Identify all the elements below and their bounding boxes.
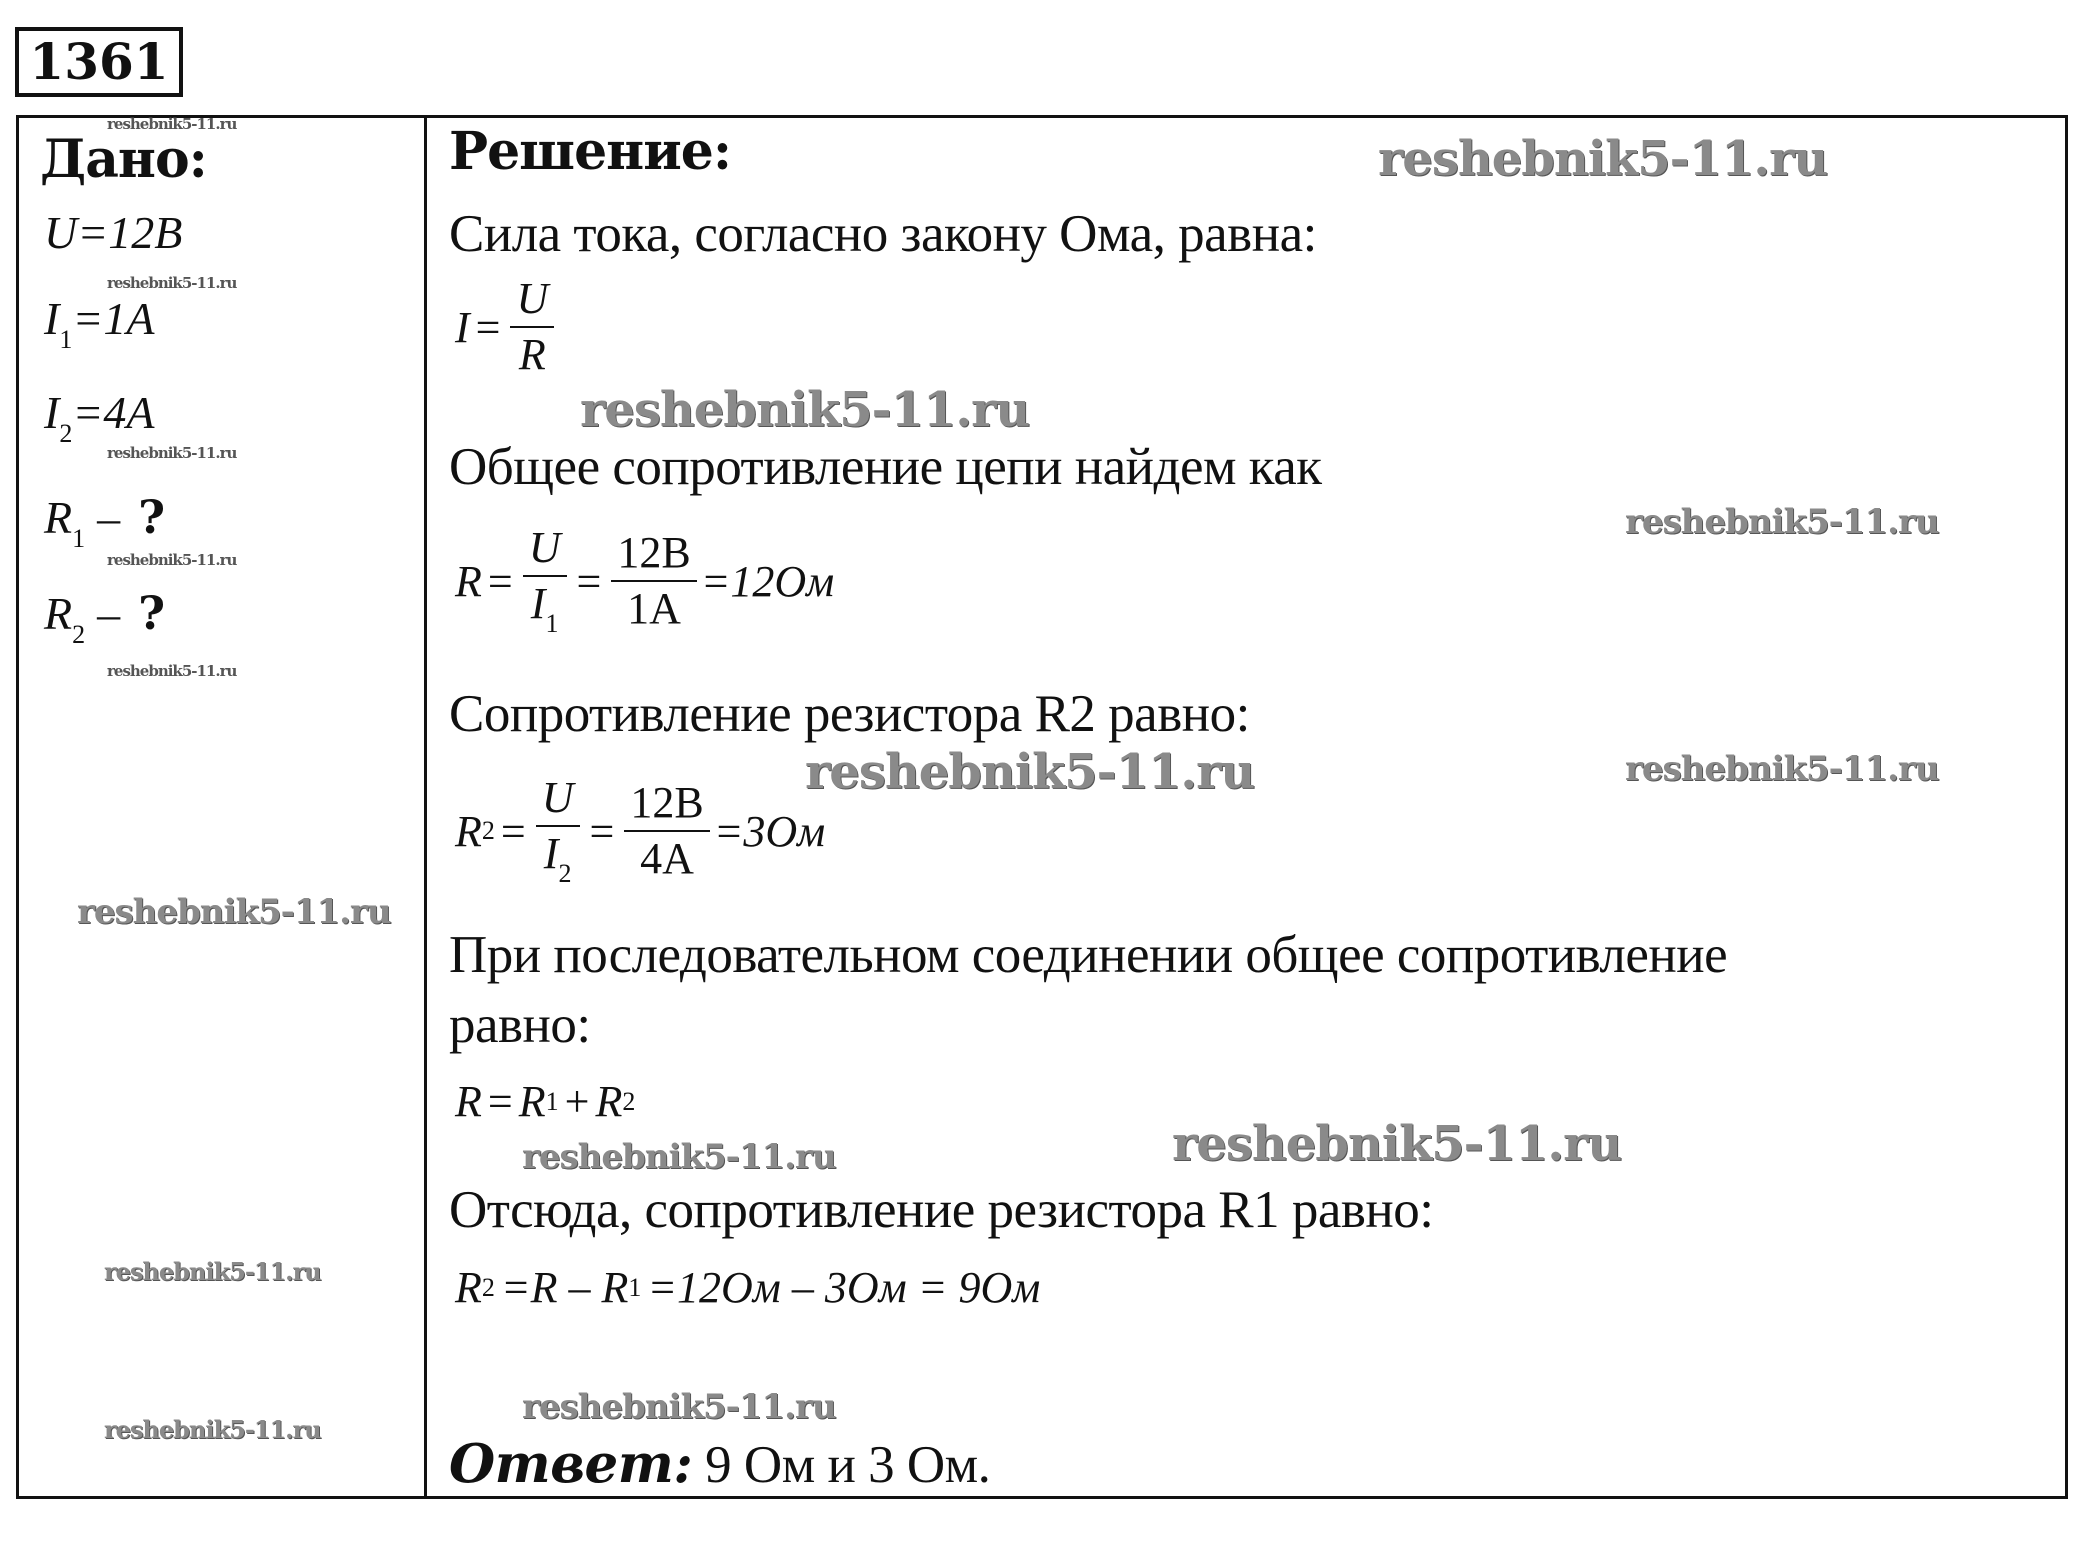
watermark: reshebnik5-11.ru <box>1172 1116 1622 1172</box>
formula-r2 <box>455 775 825 887</box>
given-title: Дано: <box>40 129 207 190</box>
given-item <box>44 208 182 259</box>
given-symbol: R <box>44 492 73 543</box>
formula-series <box>455 1076 635 1127</box>
watermark: reshebnik5-11.ru <box>580 382 1030 438</box>
formula-symbol: R <box>455 806 482 856</box>
watermark: reshebnik5-11.ru <box>77 892 391 932</box>
given-subscript: 1 <box>72 524 86 553</box>
watermark: reshebnik5-11.ru <box>104 1415 321 1444</box>
numerator: U <box>536 775 580 827</box>
given-item <box>44 294 154 355</box>
answer <box>449 1434 990 1496</box>
solution-title: Решение: <box>449 121 732 182</box>
numerator: 12B <box>611 530 696 582</box>
fraction <box>523 525 567 637</box>
given-item <box>44 492 165 554</box>
column-divider <box>424 115 427 1499</box>
formula-r1 <box>455 1262 1040 1313</box>
fraction <box>624 780 709 882</box>
formula-symbol: R <box>455 556 482 606</box>
denominator: 1A <box>627 584 681 634</box>
formula-total-resistance <box>455 525 834 637</box>
given-unknown: ? <box>138 490 166 544</box>
given-value: =12B <box>77 207 183 258</box>
fraction <box>611 530 696 632</box>
formula-symbol: R <box>518 1077 546 1126</box>
watermark: reshebnik5-11.ru <box>805 744 1255 800</box>
formula-ohm-law <box>455 276 558 378</box>
denominator: 4A <box>640 834 694 884</box>
fraction <box>536 775 580 887</box>
solution-text: Отсюда, сопротивление резистора R1 равно: <box>449 1181 1434 1239</box>
watermark: reshebnik5-11.ru <box>1625 502 1939 542</box>
given-symbol: I <box>44 293 60 344</box>
solution-text: Сила тока, согласно закону Ома, равна: <box>449 205 1317 263</box>
numerator: U <box>523 525 567 577</box>
formula-subscript: 1 <box>545 1086 559 1116</box>
problem-number: 1361 <box>15 27 183 97</box>
given-symbol: R <box>44 588 73 639</box>
denominator <box>544 827 572 887</box>
watermark: reshebnik5-11.ru <box>107 115 237 133</box>
given-subscript: 1 <box>59 325 73 354</box>
given-subscript: 2 <box>59 419 73 448</box>
watermark: reshebnik5-11.ru <box>1625 749 1939 789</box>
watermark: reshebnik5-11.ru <box>107 444 237 462</box>
formula-subscript: 2 <box>481 1272 495 1302</box>
numerator: 12B <box>624 780 709 832</box>
formula-subscript: 2 <box>622 1086 636 1116</box>
answer-label: Ответ: <box>449 1433 693 1495</box>
formula-expression: =R – R <box>500 1263 629 1312</box>
given-item <box>44 588 165 650</box>
formula-operator: = <box>487 1077 513 1126</box>
given-unknown: ? <box>138 586 166 640</box>
watermark: reshebnik5-11.ru <box>104 1257 321 1286</box>
given-dash: – <box>97 492 121 543</box>
formula-result: =3Ом <box>713 806 826 856</box>
formula-operator: = <box>500 806 526 856</box>
given-subscript: 2 <box>72 620 86 649</box>
watermark: reshebnik5-11.ru <box>107 274 237 292</box>
formula-subscript: 1 <box>628 1272 642 1302</box>
given-dash: – <box>97 588 121 639</box>
answer-value: 9 Ом и 3 Ом. <box>692 1436 991 1494</box>
given-symbol: I <box>44 387 60 438</box>
denominator-symbol: I <box>543 829 559 879</box>
denominator-subscript: 2 <box>558 859 572 889</box>
formula-operator: = <box>576 556 602 606</box>
formula-operator: + <box>564 1077 590 1126</box>
solution-text: равно: <box>449 996 591 1054</box>
solution-text: Общее сопротивление цепи найдем как <box>449 438 1322 496</box>
solution-text: При последовательном соединении общее сопротивление <box>449 926 1728 984</box>
denominator <box>531 577 559 637</box>
solution-text: Сопротивление резистора R2 равно: <box>449 685 1250 743</box>
formula-result: =12Ом <box>700 556 835 606</box>
formula-symbol: R <box>595 1077 623 1126</box>
watermark: reshebnik5-11.ru <box>522 1137 836 1177</box>
denominator-subscript: 1 <box>545 609 559 639</box>
given-value: =1A <box>72 293 155 344</box>
watermark: reshebnik5-11.ru <box>107 662 237 680</box>
solution-table <box>16 115 2068 1499</box>
given-symbol: U <box>44 207 78 258</box>
formula-subscript: 2 <box>481 816 495 846</box>
formula-symbol: R <box>455 1263 482 1312</box>
watermark: reshebnik5-11.ru <box>1378 131 1828 187</box>
watermark: reshebnik5-11.ru <box>107 551 237 569</box>
numerator: U <box>510 276 554 328</box>
denominator-symbol: I <box>530 579 546 629</box>
formula-symbol: I <box>455 302 470 352</box>
watermark: reshebnik5-11.ru <box>522 1387 836 1427</box>
formula-operator: = <box>589 806 615 856</box>
given-item <box>44 388 154 449</box>
denominator: R <box>518 330 546 380</box>
formula-symbol: R <box>455 1077 482 1126</box>
fraction <box>510 276 554 378</box>
formula-operator: = <box>487 556 513 606</box>
formula-result: =12Ом – 3Ом = 9Ом <box>647 1263 1041 1312</box>
formula-operator: = <box>475 302 501 352</box>
given-value: =4A <box>72 387 155 438</box>
